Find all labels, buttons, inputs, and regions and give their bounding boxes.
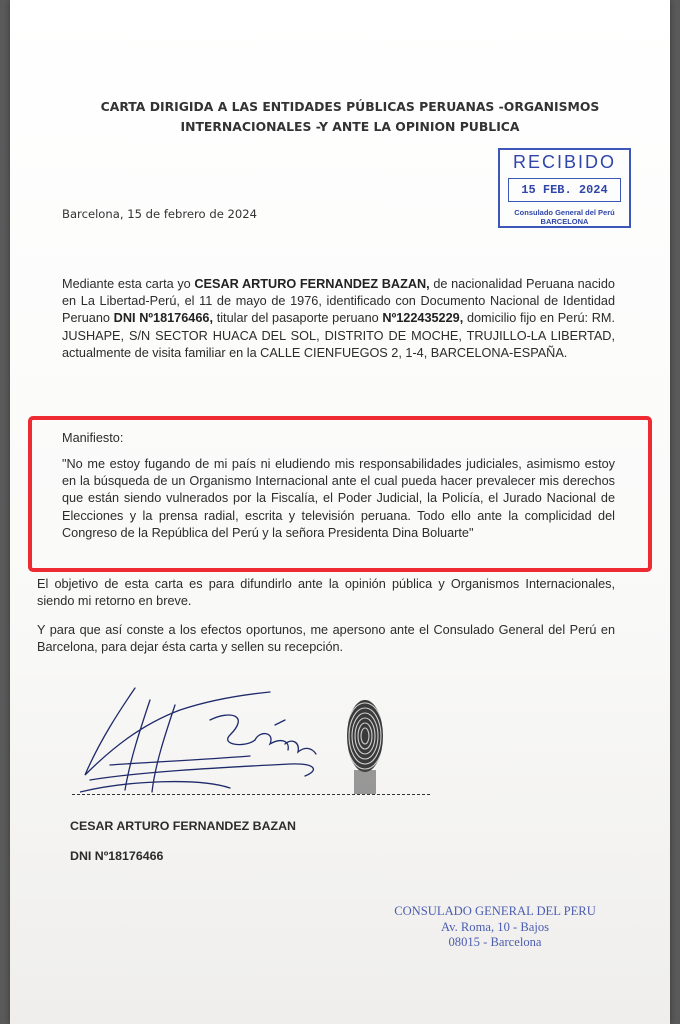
stamp-line-1: Consulado General del Perú: [514, 208, 615, 217]
manifesto-label: Manifiesto:: [62, 431, 124, 445]
closing-paragraph: Y para que así conste a los efectos oportunos, me apersono ante el Consulado General del Perú en Barcelona, para dejar ésta carta y sellen su recepción.: [37, 623, 615, 655]
consulate-line-2: Av. Roma, 10 - Bajos: [440, 919, 550, 934]
stamp-line-2: BARCELONA: [540, 217, 589, 226]
title-line-2: INTERNACIONALES -Y ANTE LA OPINION PUBLICA: [180, 119, 520, 134]
signer-name: CESAR ARTURO FERNANDEZ BAZAN: [70, 819, 297, 833]
consulate-stamp: [380, 904, 610, 951]
signature-line: [72, 794, 430, 795]
fingerprint-icon: [340, 696, 390, 796]
intro-name: CESAR ARTURO FERNANDEZ BAZAN,: [194, 277, 430, 291]
objective-paragraph: El objetivo de esta carta es para difundirlo ante la opinión pública y Organismos Internacionales, siendo mi retorno en breve.: [37, 577, 615, 609]
manifesto-text: "No me estoy fugando de mi país ni eludiendo mis responsabilidades judiciales, asimismo estoy en la búsqueda de un Organismo Internacional ante el cual pueda hacer prevalecer mis derechos que están siendo vulnerados por la Fiscalía, el Poder Judicial, la Policía, el Jurado Nacional de Elecciones y la prensa radial, escrita y televisión peruana. Todo ello ante la complicidad del Congreso de la República del Perú y la señora Presidenta Dina Boluarte": [62, 457, 615, 540]
signature-icon: [80, 680, 340, 800]
signer-dni: DNI Nº18176466: [70, 849, 164, 863]
letter-title: [80, 97, 620, 137]
letter-page: [10, 0, 670, 1024]
title-line-1: CARTA DIRIGIDA A LAS ENTIDADES PÚBLICAS PERUANAS -ORGANISMOS: [100, 99, 600, 114]
stamp-date: 15 FEB. 2024: [508, 178, 621, 202]
intro-text-4: domicilio fijo en Perú: RM. JUSHAPE, S/N SECTOR HUACA DEL SOL, DISTRITO DE MOCHE, TRUJILLO-LA LIBERTAD, actualmente de visita familiar en la CALLE CIENFUEGOS 2, 1-4, BARCELONA-ESPAÑA.: [62, 311, 615, 360]
consulate-line-3: 08015 - Barcelona: [448, 935, 542, 949]
stamp-title: RECIBIDO: [512, 152, 616, 172]
intro-text-2: de nacionalidad Peruana nacido en La Libertad-Perú, el 11 de mayo de 1976, identificado con Documento Nacional de Identidad Peruano: [62, 277, 615, 326]
letter-date: Barcelona, 15 de febrero de 2024: [62, 207, 258, 221]
intro-text-1: Mediante esta carta yo: [62, 277, 195, 291]
intro-text-3: titular del pasaporte peruano: [213, 311, 383, 326]
intro-paragraph: [62, 276, 615, 362]
intro-dni: DNI Nº18176466,: [113, 311, 213, 326]
intro-passport: Nº122435229,: [382, 311, 464, 326]
consulate-line-1: CONSULADO GENERAL DEL PERU: [394, 904, 596, 918]
received-stamp: [498, 148, 631, 228]
stamp-footer: [500, 208, 629, 226]
